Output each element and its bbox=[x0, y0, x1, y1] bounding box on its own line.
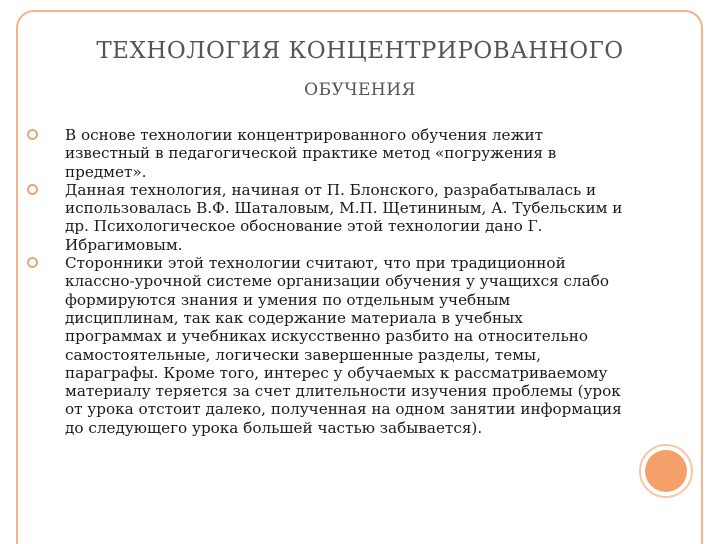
bullet-text: В основе технологии концентрированного обучения лежит известный в педагогической практике метод «погружения в предмет». bbox=[65, 126, 557, 181]
bullet-circle-icon bbox=[27, 257, 38, 268]
bullet-text: Данная технология, начиная от П. Блонского, разрабатывалась и использовалась В.Ф. Шаталовым, М.П. Щетининым, А. Тубельским и др. Психологическое обоснование этой технологии дано Г. Ибрагимовым. bbox=[65, 180, 623, 254]
bullet-list bbox=[24, 126, 624, 437]
decorative-circle-icon bbox=[645, 450, 687, 492]
bullet-text: Сторонники этой технологии считают, что при традиционной классно-урочной системе организации обучения у учащихся слабо формируются знания и умения по отдельным учебным дисциплинам, так как содержание материала в учебных программах и учебниках искусственно разбито на относительно самостоятельные, логически завершенные разделы, темы, параграфы. Кроме того, интерес у обучаемых к рассматриваемому материалу теряется за счет длительности изучения проблемы (урок от урока отстоит далеко, полученная на одном занятии информация до следующего урока большей частью забывается). bbox=[65, 254, 622, 437]
bullet-item bbox=[24, 254, 624, 437]
bullet-circle-icon bbox=[27, 184, 38, 195]
slide-title-line-1: ТЕХНОЛОГИЯ КОНЦЕНТРИРОВАННОГО bbox=[96, 38, 624, 64]
bullet-item bbox=[24, 126, 624, 181]
bullet-circle-icon bbox=[27, 129, 38, 140]
bullet-item bbox=[24, 181, 624, 254]
slide-title-line-2: ОБУЧЕНИЯ bbox=[304, 80, 416, 100]
